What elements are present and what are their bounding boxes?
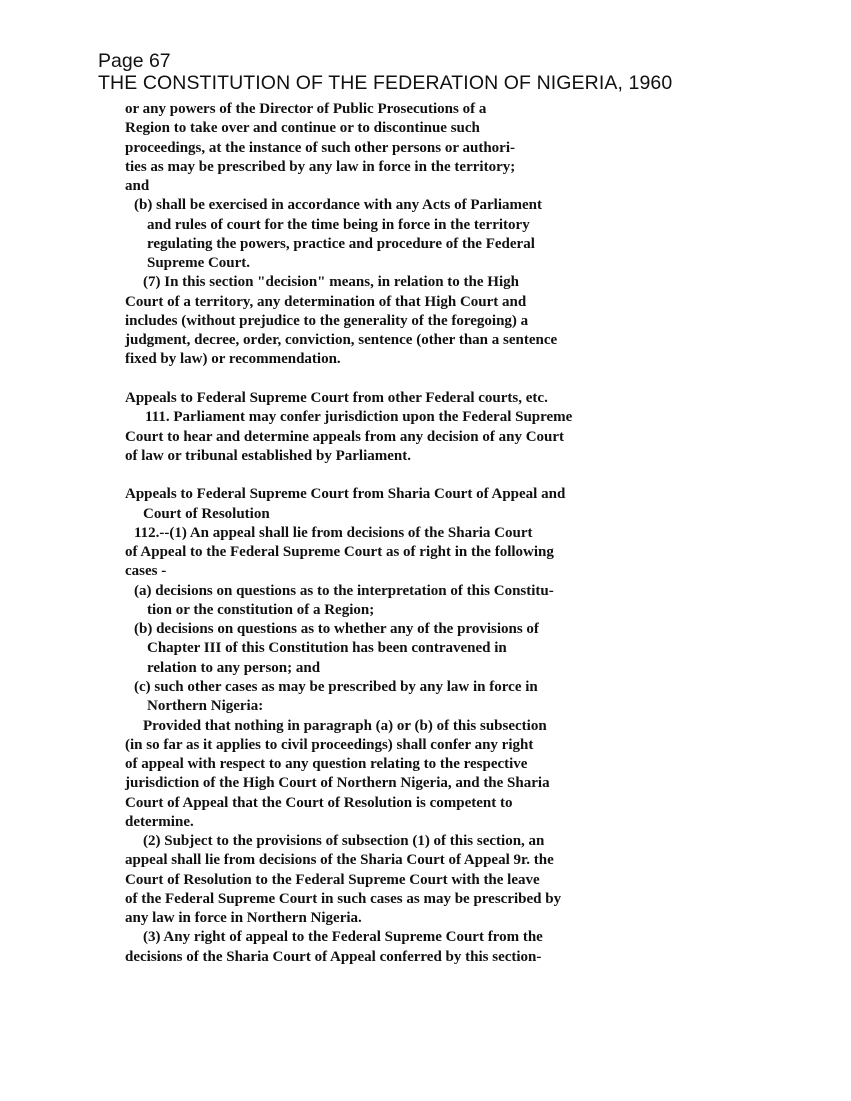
text-line: of the Federal Supreme Court in such cases as may be prescribed by: [125, 890, 562, 907]
text-line: of law or tribunal established by Parliament.: [125, 447, 411, 464]
text-line: Court of Resolution to the Federal Supreme Court with the leave: [125, 871, 540, 888]
text-line: of Appeal to the Federal Supreme Court as of right in the following: [125, 544, 554, 561]
text-line: includes (without prejudice to the generality of the foregoing) a: [125, 312, 529, 329]
text-line: (in so far as it applies to civil proceedings) shall confer any right: [125, 736, 534, 753]
text-line: (2) Subject to the provisions of subsection (1) of this section, an: [143, 833, 545, 850]
blank-line: [125, 466, 645, 485]
text-line: Region to take over and continue or to discontinue such: [125, 120, 480, 137]
text-line: 111. Parliament may confer jurisdiction upon the Federal Supreme: [145, 409, 573, 426]
text-line: tion or the constitution of a Region;: [147, 601, 375, 618]
text-line: and: [125, 178, 150, 195]
text-line: and rules of court for the time being in force in the territory: [147, 216, 530, 233]
text-line: (c) such other cases as may be prescribed by any law in force in: [134, 678, 538, 695]
text-line: ties as may be prescribed by any law in force in the territory;: [125, 158, 516, 175]
text-line: jurisdiction of the High Court of Northern Nigeria, and the Sharia: [125, 775, 550, 792]
text-line: (3) Any right of appeal to the Federal Supreme Court from the: [143, 929, 543, 946]
text-line: Appeals to Federal Supreme Court from Sharia Court of Appeal and: [125, 486, 566, 503]
text-line: regulating the powers, practice and procedure of the Federal: [147, 235, 535, 252]
text-line: determine.: [125, 813, 194, 830]
text-line: proceedings, at the instance of such other persons or authori-: [125, 139, 515, 156]
text-line: relation to any person; and: [147, 659, 321, 676]
text-line: of appeal with respect to any question relating to the respective: [125, 756, 528, 773]
text-line: judgment, decree, order, conviction, sentence (other than a sentence: [125, 332, 558, 349]
text-line: (b) shall be exercised in accordance with any Acts of Parliament: [134, 197, 543, 214]
text-line: cases -: [125, 563, 167, 580]
text-line: Court to hear and determine appeals from any decision of any Court: [125, 428, 565, 445]
text-line: appeal shall lie from decisions of the Sharia Court of Appeal 9r. the: [125, 852, 554, 869]
text-line: Provided that nothing in paragraph (a) or (b) of this subsection: [143, 717, 547, 734]
page-header: [98, 50, 672, 94]
text-line: Court of Resolution: [143, 505, 270, 522]
document-title: THE CONSTITUTION OF THE FEDERATION OF NIGERIA, 1960: [98, 72, 673, 94]
text-line: (a) decisions on questions as to the interpretation of this Constitu-: [134, 582, 554, 599]
text-line: 112.--(1) An appeal shall lie from decisions of the Sharia Court: [134, 524, 533, 541]
text-line: Appeals to Federal Supreme Court from other Federal courts, etc.: [125, 389, 548, 406]
text-line: (b) decisions on questions as to whether any of the provisions of: [134, 621, 539, 638]
text-line: Court of a territory, any determination of that High Court and: [125, 293, 527, 310]
text-line: (7) In this section "decision" means, in relation to the High: [143, 274, 519, 291]
text-line: any law in force in Northern Nigeria.: [125, 910, 362, 927]
text-line: or any powers of the Director of Public Prosecutions of a: [125, 101, 487, 117]
page-number-label: Page 67: [98, 50, 171, 72]
text-line: fixed by law) or recommendation.: [125, 351, 341, 368]
text-line: Supreme Court.: [147, 255, 251, 272]
blank-line: [125, 370, 645, 389]
text-line: Northern Nigeria:: [147, 698, 264, 715]
text-line: Chapter III of this Constitution has been contravened in: [147, 640, 507, 657]
text-line: decisions of the Sharia Court of Appeal conferred by this section-: [125, 948, 542, 965]
text-line: Court of Appeal that the Court of Resolution is competent to: [125, 794, 513, 811]
document-body: [125, 100, 645, 967]
